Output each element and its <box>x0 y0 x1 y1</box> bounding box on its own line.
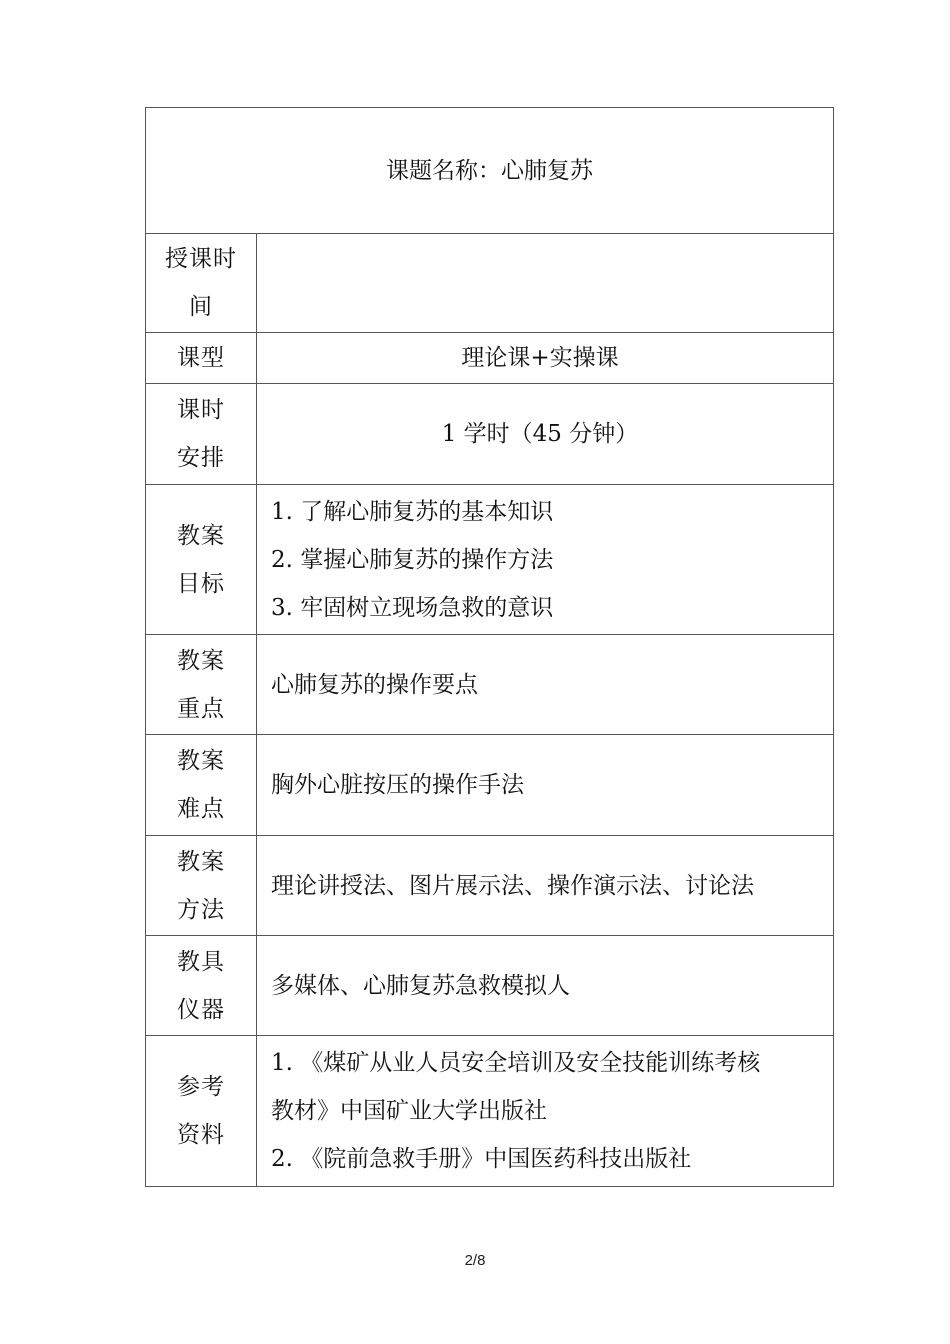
label-line: 教案 <box>177 522 225 549</box>
value-goals <box>257 485 834 635</box>
value-references <box>257 1036 834 1187</box>
label-line: 间 <box>189 294 213 320</box>
label-line: 教案 <box>177 647 225 674</box>
label-key-points <box>146 635 257 735</box>
label-line: 课时 <box>177 397 225 423</box>
value-key-points: 心肺复苏的操作要点 <box>257 635 834 735</box>
label-line: 方法 <box>177 896 225 923</box>
label-line: 授课时 <box>165 246 237 272</box>
label-line: 资料 <box>177 1122 225 1148</box>
reference-item: 1. 《煤矿从业人员安全培训及安全技能训练考核 <box>271 1050 761 1076</box>
label-line: 重点 <box>177 695 225 722</box>
label-equipment <box>146 936 257 1036</box>
value-equipment: 多媒体、心肺复苏急救模拟人 <box>257 936 834 1036</box>
row-references <box>146 1036 834 1187</box>
value-methods: 理论讲授法、图片展示法、操作演示法、讨论法 <box>257 836 834 936</box>
label-goals <box>146 485 257 635</box>
value-teaching-time <box>257 234 834 333</box>
label-course-type <box>146 333 257 384</box>
row-equipment <box>146 936 834 1036</box>
label-line: 教具 <box>177 948 225 975</box>
lesson-title: 课题名称：心肺复苏 <box>146 108 834 234</box>
value-class-hours: 1 学时（45 分钟） <box>257 384 834 485</box>
reference-item: 教材》中国矿业大学出版社 <box>271 1098 547 1124</box>
page-number: 2/8 <box>464 1252 486 1269</box>
title-row <box>146 108 834 234</box>
label-line: 参考 <box>177 1074 225 1100</box>
goal-item: 3. 牢固树立现场急救的意识 <box>271 594 554 621</box>
label-line: 教案 <box>177 848 225 875</box>
label-class-hours <box>146 384 257 485</box>
row-course-type <box>146 333 834 384</box>
value-difficulties: 胸外心脏按压的操作手法 <box>257 735 834 836</box>
label-line: 课型 <box>177 345 225 371</box>
row-class-hours <box>146 384 834 485</box>
label-teaching-time <box>146 234 257 333</box>
label-references <box>146 1036 257 1187</box>
value-course-type: 理论课+实操课 <box>257 333 834 384</box>
label-methods <box>146 836 257 936</box>
reference-item: 2. 《院前急救手册》中国医药科技出版社 <box>271 1146 692 1172</box>
label-difficulties <box>146 735 257 836</box>
row-key-points <box>146 635 834 735</box>
label-line: 教案 <box>177 748 225 774</box>
row-difficulties <box>146 735 834 836</box>
row-goals <box>146 485 834 635</box>
label-line: 安排 <box>177 445 225 471</box>
label-line: 仪器 <box>177 996 225 1023</box>
row-methods <box>146 836 834 936</box>
lesson-plan-table <box>145 107 834 1187</box>
row-teaching-time <box>146 234 834 333</box>
label-line: 难点 <box>177 796 225 822</box>
goal-item: 2. 掌握心肺复苏的操作方法 <box>271 546 554 573</box>
label-line: 目标 <box>177 570 225 597</box>
goal-item: 1. 了解心肺复苏的基本知识 <box>271 498 554 525</box>
